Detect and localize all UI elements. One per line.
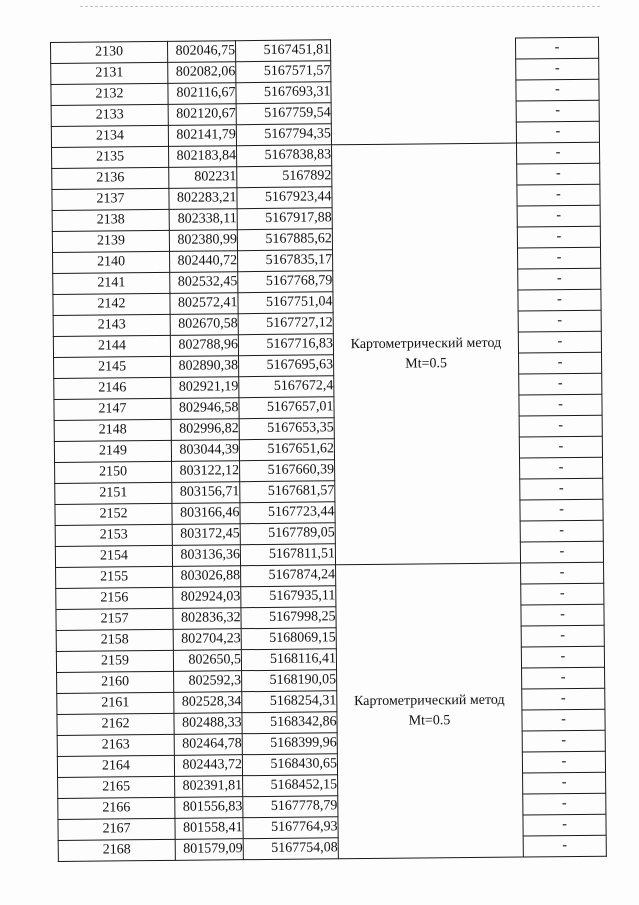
x-coordinate-cell: 802572,41 — [170, 293, 238, 315]
x-coordinate-cell: 802116,67 — [168, 83, 236, 105]
point-number-cell: 2156 — [56, 587, 173, 609]
mark-cell: - — [516, 58, 599, 80]
y-coordinate-cell: 5167835,17 — [238, 250, 333, 272]
y-coordinate-cell: 5167723,44 — [240, 502, 335, 524]
point-number-cell: 2158 — [56, 629, 173, 651]
mark-cell: - — [520, 457, 603, 479]
y-coordinate-cell: 5168399,96 — [242, 733, 337, 755]
x-coordinate-cell: 802788,96 — [170, 335, 238, 357]
mark-cell: - — [521, 625, 604, 647]
point-number-cell: 2148 — [54, 419, 171, 441]
mark-cell: - — [521, 562, 604, 584]
y-coordinate-cell: 5168069,15 — [241, 628, 336, 650]
point-number-cell: 2163 — [57, 734, 174, 756]
x-coordinate-cell: 803122,12 — [172, 461, 240, 483]
coordinates-table — [50, 37, 607, 862]
point-number-cell: 2167 — [58, 818, 175, 840]
mark-cell: - — [520, 541, 603, 563]
point-number-cell: 2153 — [55, 524, 172, 546]
point-number-cell: 2150 — [55, 461, 172, 483]
mark-cell: - — [523, 772, 606, 794]
point-number-cell: 2132 — [51, 83, 168, 105]
point-number-cell: 2133 — [51, 104, 168, 126]
x-coordinate-cell: 802283,21 — [169, 188, 237, 210]
y-coordinate-cell: 5167764,93 — [243, 817, 338, 839]
x-coordinate-cell: 802231 — [169, 167, 237, 189]
y-coordinate-cell: 5167892 — [237, 166, 332, 188]
mark-cell: - — [519, 436, 602, 458]
x-coordinate-cell: 802650,5 — [173, 650, 241, 672]
mark-cell: - — [519, 415, 602, 437]
method-cell — [336, 563, 524, 859]
x-coordinate-cell: 802440,72 — [170, 251, 238, 273]
mark-cell: - — [518, 268, 601, 290]
x-coordinate-cell: 803136,36 — [172, 545, 240, 567]
x-coordinate-cell: 803166,46 — [172, 503, 240, 525]
point-number-cell: 2140 — [53, 251, 170, 273]
mark-cell: - — [523, 814, 606, 836]
y-coordinate-cell: 5168190,05 — [242, 670, 337, 692]
x-coordinate-cell: 802921,19 — [171, 377, 239, 399]
x-coordinate-cell: 802464,78 — [174, 734, 242, 756]
mark-cell: - — [519, 394, 602, 416]
mark-cell: - — [515, 37, 598, 59]
mark-cell: - — [518, 289, 601, 311]
x-coordinate-cell: 802836,32 — [173, 608, 241, 630]
mark-cell: - — [516, 121, 599, 143]
y-coordinate-cell: 5167693,31 — [236, 82, 331, 104]
mark-cell: - — [517, 163, 600, 185]
mark-cell: - — [522, 688, 605, 710]
x-coordinate-cell: 802141,79 — [168, 125, 236, 147]
mark-cell: - — [520, 478, 603, 500]
y-coordinate-cell: 5167838,83 — [237, 145, 332, 167]
x-coordinate-cell: 802391,81 — [175, 776, 243, 798]
point-number-cell: 2152 — [55, 503, 172, 525]
coordinates-table-wrap — [50, 37, 606, 862]
point-number-cell: 2142 — [53, 293, 170, 315]
mark-cell: - — [522, 667, 605, 689]
point-number-cell: 2162 — [57, 713, 174, 735]
y-coordinate-cell: 5167759,54 — [236, 103, 331, 125]
y-coordinate-cell: 5167754,08 — [243, 838, 338, 860]
x-coordinate-cell: 803026,88 — [173, 566, 241, 588]
y-coordinate-cell: 5167727,12 — [238, 313, 333, 335]
x-coordinate-cell: 802704,23 — [173, 629, 241, 651]
y-coordinate-cell: 5167778,79 — [243, 796, 338, 818]
y-coordinate-cell: 5167651,62 — [239, 439, 334, 461]
method-label: Картометрический метод — [353, 692, 505, 709]
y-coordinate-cell: 5167811,51 — [240, 544, 335, 566]
y-coordinate-cell: 5167789,05 — [240, 523, 335, 545]
y-coordinate-cell: 5167451,81 — [235, 40, 330, 62]
point-number-cell: 2130 — [51, 41, 168, 63]
mark-cell: - — [519, 373, 602, 395]
y-coordinate-cell: 5167695,63 — [239, 355, 334, 377]
method-accuracy: Mt=0.5 — [405, 355, 448, 372]
x-coordinate-cell: 803172,45 — [172, 524, 240, 546]
mark-cell: - — [517, 205, 600, 227]
method-cell — [330, 38, 516, 145]
y-coordinate-cell: 5167768,79 — [238, 271, 333, 293]
method-label: Картометрический метод — [350, 335, 502, 352]
mark-cell: - — [517, 226, 600, 248]
x-coordinate-cell: 802443,72 — [174, 755, 242, 777]
x-coordinate-cell: 802183,84 — [169, 146, 237, 168]
x-coordinate-cell: 802488,33 — [174, 713, 242, 735]
x-coordinate-cell: 802996,82 — [171, 419, 239, 441]
mark-cell: - — [522, 730, 605, 752]
mark-cell: - — [521, 583, 604, 605]
y-coordinate-cell: 5168116,41 — [241, 649, 336, 671]
y-coordinate-cell: 5167660,39 — [240, 460, 335, 482]
x-coordinate-cell: 802670,58 — [170, 314, 238, 336]
mark-cell: - — [521, 604, 604, 626]
x-coordinate-cell: 802532,45 — [170, 272, 238, 294]
point-number-cell: 2164 — [57, 755, 174, 777]
y-coordinate-cell: 5167794,35 — [236, 124, 331, 146]
x-coordinate-cell: 802528,34 — [174, 692, 242, 714]
mark-cell: - — [523, 835, 606, 857]
mark-cell: - — [520, 499, 603, 521]
mark-cell: - — [516, 100, 599, 122]
y-coordinate-cell: 5167935,11 — [241, 586, 336, 608]
y-coordinate-cell: 5168452,15 — [243, 775, 338, 797]
point-number-cell: 2135 — [52, 146, 169, 168]
scan-artifact-line — [80, 6, 600, 7]
point-number-cell: 2151 — [55, 482, 172, 504]
mark-cell: - — [516, 142, 599, 164]
y-coordinate-cell: 5167885,62 — [237, 229, 332, 251]
point-number-cell: 2145 — [54, 356, 171, 378]
table-row — [58, 835, 606, 861]
mark-cell: - — [522, 709, 605, 731]
x-coordinate-cell: 801556,83 — [175, 797, 243, 819]
mark-cell: - — [520, 520, 603, 542]
point-number-cell: 2138 — [52, 209, 169, 231]
point-number-cell: 2147 — [54, 398, 171, 420]
x-coordinate-cell: 802338,11 — [169, 209, 237, 231]
point-number-cell: 2154 — [55, 545, 172, 567]
x-coordinate-cell: 803156,71 — [172, 482, 240, 504]
point-number-cell: 2139 — [52, 230, 169, 252]
y-coordinate-cell: 5167653,35 — [239, 418, 334, 440]
x-coordinate-cell: 802380,99 — [169, 230, 237, 252]
y-coordinate-cell: 5168430,65 — [242, 754, 337, 776]
y-coordinate-cell: 5168342,86 — [242, 712, 337, 734]
mark-cell: - — [516, 79, 599, 101]
y-coordinate-cell: 5167751,04 — [238, 292, 333, 314]
point-number-cell: 2143 — [53, 314, 170, 336]
mark-cell: - — [518, 310, 601, 332]
point-number-cell: 2166 — [58, 797, 175, 819]
point-number-cell: 2141 — [53, 272, 170, 294]
point-number-cell: 2137 — [52, 188, 169, 210]
x-coordinate-cell: 802082,06 — [168, 62, 236, 84]
point-number-cell: 2131 — [51, 62, 168, 84]
y-coordinate-cell: 5167672,4 — [239, 376, 334, 398]
point-number-cell: 2134 — [51, 125, 168, 147]
y-coordinate-cell: 5167657,01 — [239, 397, 334, 419]
x-coordinate-cell: 801558,41 — [175, 818, 243, 840]
point-number-cell: 2144 — [53, 335, 170, 357]
mark-cell: - — [522, 751, 605, 773]
y-coordinate-cell: 5167681,57 — [240, 481, 335, 503]
mark-cell: - — [523, 793, 606, 815]
coordinates-table-body — [51, 37, 607, 861]
x-coordinate-cell: 803044,39 — [171, 440, 239, 462]
x-coordinate-cell: 801579,09 — [175, 839, 243, 861]
x-coordinate-cell: 802890,38 — [171, 356, 239, 378]
x-coordinate-cell: 802592,3 — [174, 671, 242, 693]
y-coordinate-cell: 5167923,44 — [237, 187, 332, 209]
mark-cell: - — [517, 184, 600, 206]
point-number-cell: 2157 — [56, 608, 173, 630]
y-coordinate-cell: 5168254,31 — [242, 691, 337, 713]
point-number-cell: 2146 — [54, 377, 171, 399]
point-number-cell: 2136 — [52, 167, 169, 189]
y-coordinate-cell: 5167716,83 — [238, 334, 333, 356]
x-coordinate-cell: 802924,03 — [173, 587, 241, 609]
mark-cell: - — [521, 646, 604, 668]
x-coordinate-cell: 802946,58 — [171, 398, 239, 420]
method-accuracy: Mt=0.5 — [408, 712, 451, 729]
mark-cell: - — [517, 247, 600, 269]
x-coordinate-cell: 802120,67 — [168, 104, 236, 126]
point-number-cell: 2149 — [54, 440, 171, 462]
point-number-cell: 2165 — [58, 776, 175, 798]
y-coordinate-cell: 5167917,88 — [237, 208, 332, 230]
y-coordinate-cell: 5167874,24 — [241, 565, 336, 587]
y-coordinate-cell: 5167998,25 — [241, 607, 336, 629]
method-cell — [331, 143, 520, 565]
mark-cell: - — [519, 352, 602, 374]
y-coordinate-cell: 5167571,57 — [236, 61, 331, 83]
point-number-cell: 2155 — [56, 566, 173, 588]
point-number-cell: 2168 — [58, 839, 175, 861]
point-number-cell: 2161 — [57, 692, 174, 714]
x-coordinate-cell: 802046,75 — [167, 41, 235, 63]
point-number-cell: 2160 — [57, 671, 174, 693]
mark-cell: - — [518, 331, 601, 353]
point-number-cell: 2159 — [56, 650, 173, 672]
